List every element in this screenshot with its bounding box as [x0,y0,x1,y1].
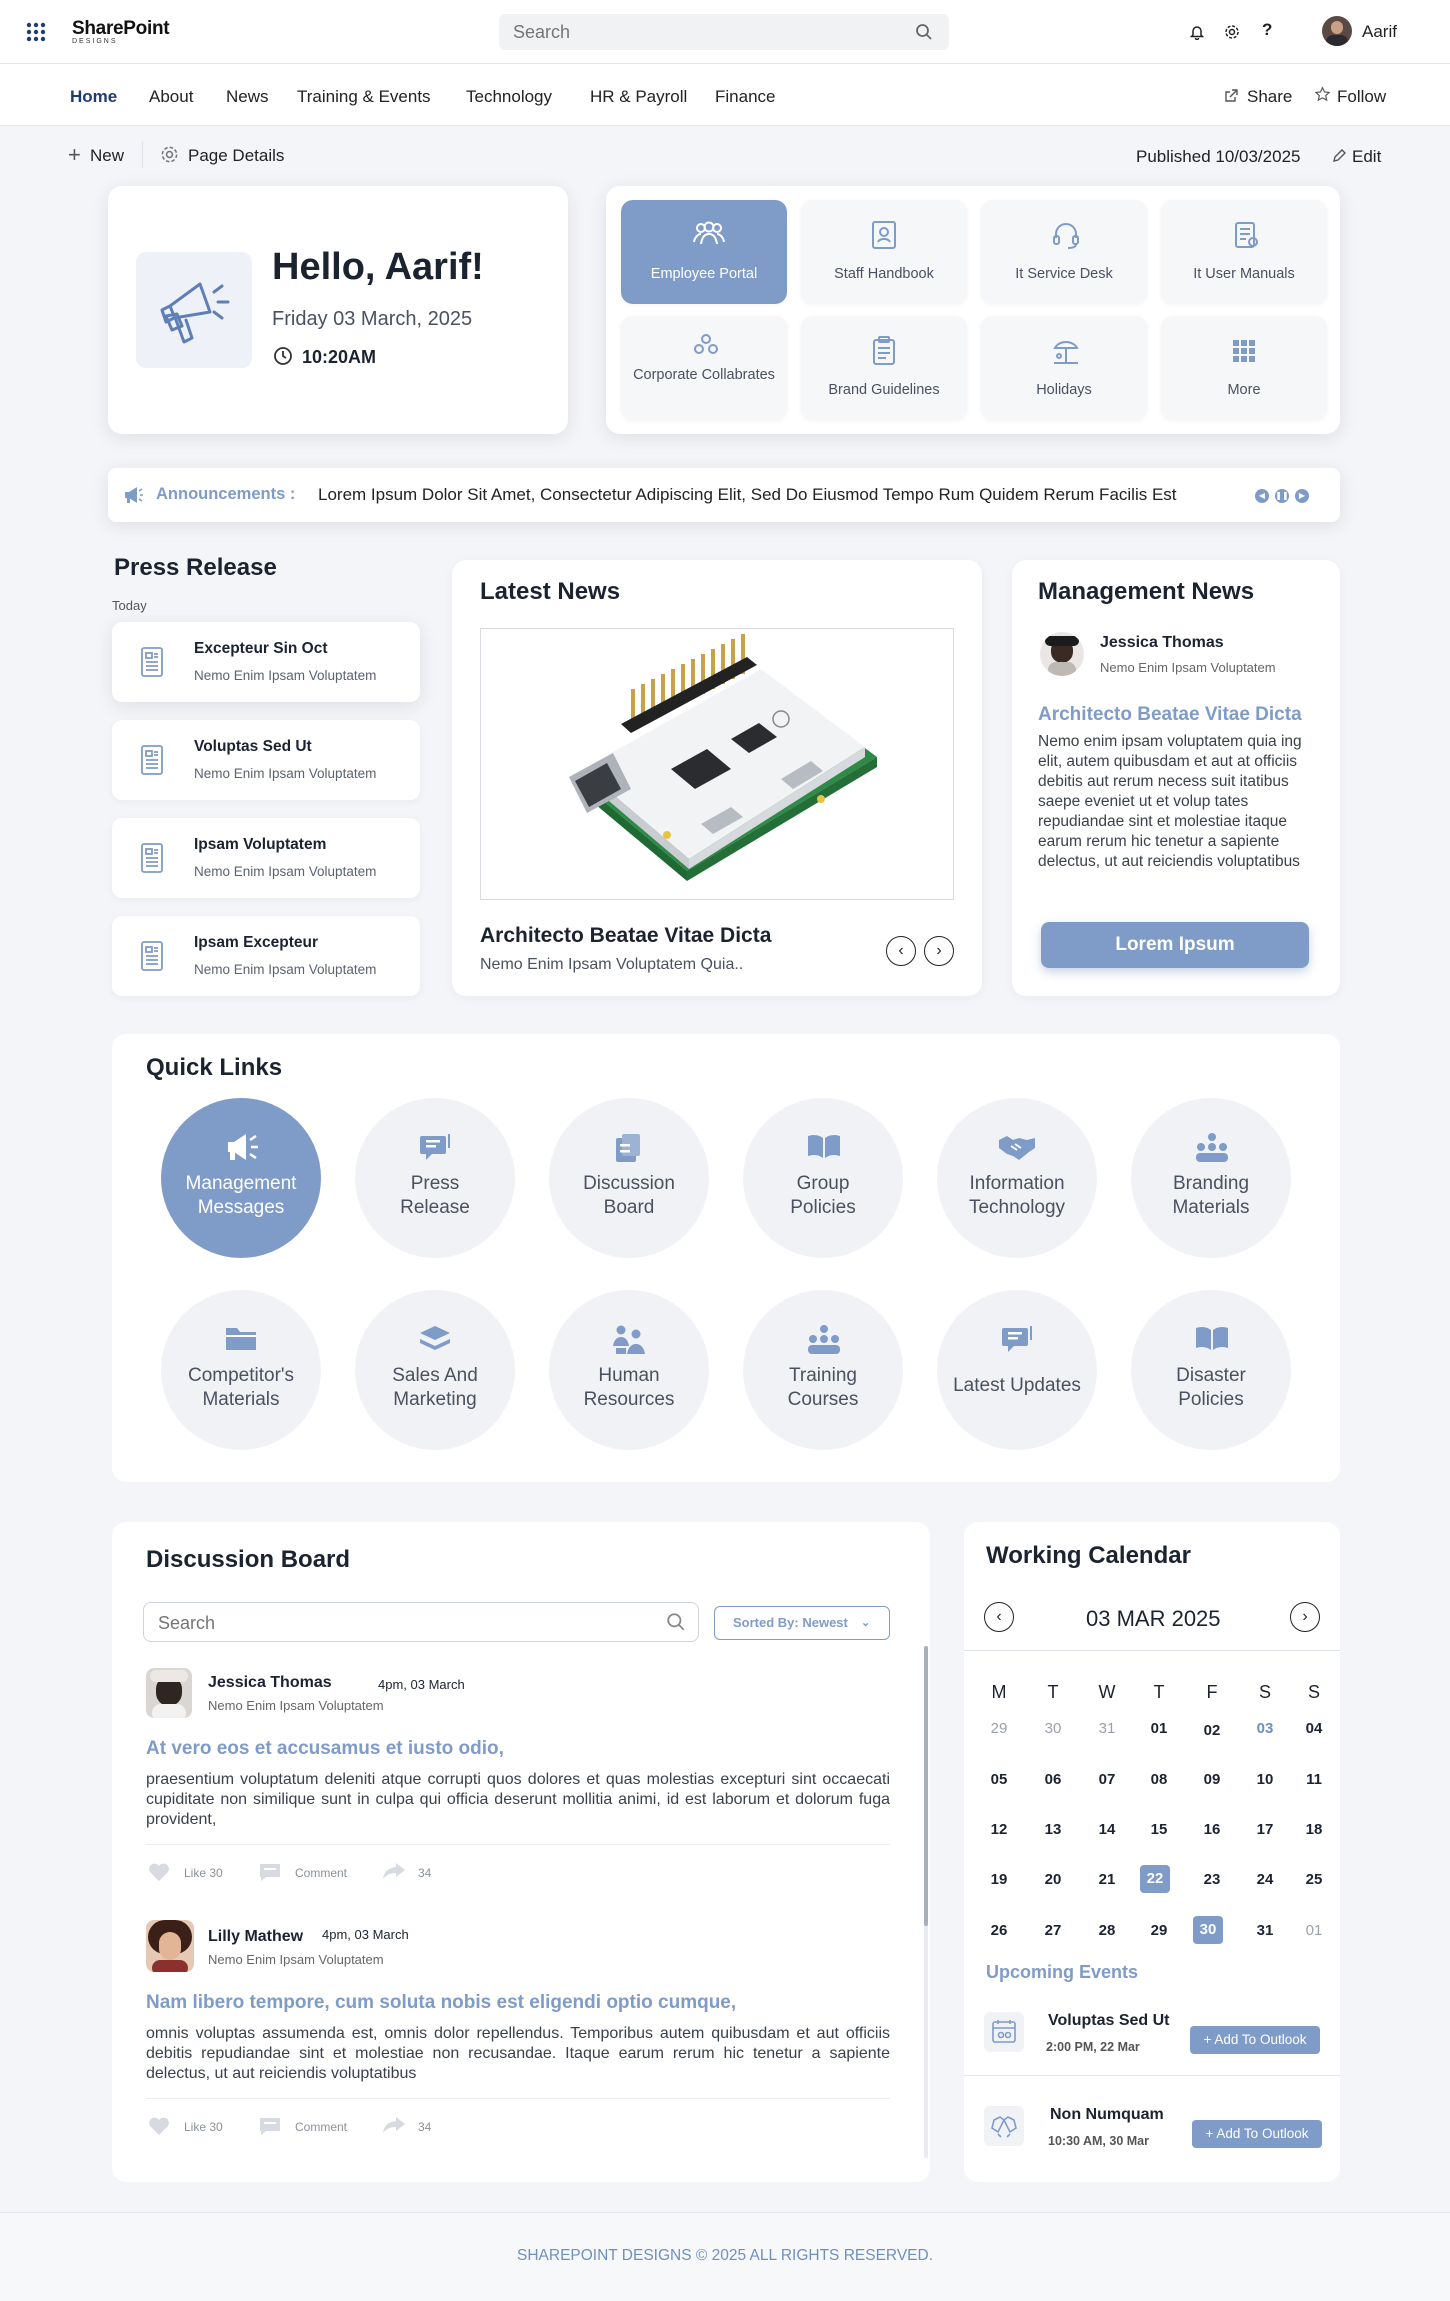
quick-link-label [1135,1172,1287,1220]
quick-link-label [747,1364,899,1412]
nav-item-hr-payroll[interactable]: HR & Payroll [590,87,688,106]
post-title[interactable]: At vero eos et accusamus et iusto odio, [146,1738,504,1759]
add-to-outlook-button[interactable]: + Add To Outlook [1192,2120,1322,2148]
event-time: 2:00 PM, 22 Mar [1046,2040,1140,2054]
divider [146,1844,890,1845]
gear-icon[interactable] [1224,24,1240,40]
handshake-icon [997,1132,1037,1160]
post-body: omnis voluptas assumenda est, omnis dolor repellendus. Temporibus autem quibusdam et aut officiis debitis repudiandae sint et molestiae non recusandae. Itaque earum rerum hic tenetur a sapiente delectus, ut aut reiciendis voluptatibus [146,2025,890,2082]
label-line-1: Management [185,1173,297,1194]
quick-link-competitors-materials[interactable] [161,1290,321,1450]
weekday-label: T [1153,1682,1165,1702]
event-icon [984,2012,1024,2052]
press-release-title: Press Release [114,554,277,581]
calendar-day[interactable]: 30 [1044,1720,1062,1737]
calendar-day[interactable]: 13 [1044,1821,1062,1838]
calendar-day[interactable]: 17 [1256,1821,1274,1838]
share-button[interactable]: Share [1247,87,1293,106]
divider [964,2075,1340,2076]
follow-button[interactable]: Follow [1337,87,1387,106]
label-line-2: Marketing [393,1389,477,1410]
calendar-day[interactable]: 14 [1098,1821,1116,1838]
greeting-date: Friday 03 March, 2025 [272,308,473,330]
quick-link-press-release[interactable] [355,1098,515,1258]
document-icon [138,646,166,678]
page-details-button[interactable]: Page Details [188,146,285,165]
clock-icon [273,346,293,366]
label-line-1: Training [789,1365,857,1386]
label-line-2: Board [603,1197,655,1218]
bell-icon[interactable] [1190,24,1204,40]
document-icon [138,842,166,874]
user-avatar[interactable] [1322,16,1352,46]
calendar-day[interactable]: 01 [1150,1720,1168,1737]
chat-icon [1000,1324,1034,1354]
quick-link-label [553,1364,705,1412]
search-icon[interactable] [666,1612,686,1632]
group-icon [806,1324,842,1356]
post-author[interactable]: Jessica Thomas [208,1674,332,1691]
like-button[interactable]: Like 30 [184,1866,223,1880]
calendar-month: 03 MAR 2025 [1086,1606,1221,1631]
press-release-item[interactable] [112,916,420,996]
sort-dropdown[interactable] [714,1606,890,1640]
quick-link-disaster-policies[interactable] [1131,1290,1291,1450]
calendar-day[interactable]: 08 [1150,1771,1168,1788]
quick-link-discussion-board[interactable] [549,1098,709,1258]
share-icon[interactable] [1224,88,1239,103]
tile-label: More [1227,382,1261,398]
label-line-1: Press [410,1173,460,1194]
calendar-day[interactable]: 24 [1256,1871,1274,1888]
item-sub: Nemo Enim Ipsam Voluptatem [194,864,377,879]
label-line-1: Group [796,1173,850,1194]
calendar-day[interactable]: 10 [1256,1771,1274,1788]
label-line-2: Messages [197,1197,285,1218]
quick-link-label [165,1172,317,1220]
quick-link-label [941,1172,1093,1220]
author-avatar [1040,632,1084,676]
nav-bar [0,64,1450,126]
greeting-time: 10:20AM [302,347,377,367]
nav-item-about[interactable]: About [149,87,194,106]
nav-item-home[interactable]: Home [70,87,118,106]
tile-it-service-desk[interactable] [981,200,1147,304]
item-title: Ipsam Excepteur [194,934,319,951]
calendar-day[interactable]: 23 [1203,1871,1221,1888]
label-line-2: Courses [787,1389,859,1410]
megaphone-icon [224,1132,260,1162]
collaborate-icon [691,332,721,358]
label-line-2: Materials [1172,1197,1250,1218]
calendar-day[interactable]: 28 [1098,1922,1116,1939]
event-title[interactable]: Voluptas Sed Ut [1048,2012,1170,2029]
quick-link-label [1135,1364,1287,1412]
post-avatar [146,1920,194,1972]
label-line-1: Human [598,1365,660,1386]
calendar-day[interactable]: 12 [990,1821,1008,1838]
new-button[interactable]: New [90,146,125,165]
calendar-day[interactable]: 25 [1305,1871,1323,1888]
scrollbar-track[interactable] [924,1646,928,2158]
management-news-card [1012,560,1340,996]
label-line-1: Discussion [583,1173,675,1194]
search-icon[interactable] [915,23,933,41]
quick-link-branding-materials[interactable] [1131,1098,1291,1258]
tile-label: Staff Handbook [834,266,934,282]
label-line-1: Sales And [392,1365,478,1386]
board-icon [612,1132,642,1164]
weekday-label: T [1047,1682,1059,1702]
document-icon [138,940,166,972]
clipboard-icon [871,336,897,366]
event-icon [984,2106,1024,2146]
tile-brand-guidelines[interactable] [801,316,967,420]
event-time: 10:30 AM, 30 Mar [1048,2134,1149,2148]
calendar-day[interactable]: 26 [990,1922,1008,1939]
tile-label: Employee Portal [650,266,758,282]
footer-text: SHAREPOINT DESIGNS © 2025 ALL RIGHTS RESERVED. [517,2247,933,2264]
comment-icon[interactable] [258,2116,282,2136]
press-release-item[interactable] [112,720,420,800]
headset-icon [1051,220,1081,250]
tile-label: It User Manuals [1193,266,1295,282]
post-time: 4pm, 03 March [322,1927,409,1942]
calendar-day[interactable]: 31 [1256,1922,1274,1939]
divider [146,2098,890,2099]
weekday-label: S [1258,1682,1271,1702]
calendar-day[interactable]: 03 [1256,1720,1274,1737]
share-count: 34 [418,2120,432,2134]
quick-link-label [747,1172,899,1220]
comment-button[interactable]: Comment [295,2120,348,2134]
announcement-label: Announcements : [156,485,296,503]
tile-label: It Service Desk [1015,266,1113,282]
tile-corporate-collabrates[interactable] [621,316,787,420]
megaphone-icon [136,252,252,368]
next-month-icon[interactable]: › [1290,1602,1320,1632]
greeting-title: Hello, Aarif! [272,246,484,288]
label-line-1: Branding [1172,1173,1250,1194]
tile-label-text: Corporate Collabrates [633,367,775,383]
working-calendar-card [964,1522,1340,2182]
tile-label [627,364,781,386]
footer [0,2212,1450,2301]
quick-link-latest-updates[interactable] [937,1290,1097,1450]
book-icon [1194,1324,1230,1352]
quick-link-management-messages[interactable] [161,1098,321,1258]
management-news-title: Management News [1038,578,1255,605]
discussion-board-card [112,1522,930,2182]
search-input[interactable] [513,22,893,42]
next-icon[interactable]: ▶ [1295,489,1309,503]
comment-icon[interactable] [258,1862,282,1882]
latest-news-title: Latest News [480,578,621,605]
comment-button[interactable]: Comment [295,1866,348,1880]
heart-icon[interactable] [148,2116,170,2136]
nav-item-news[interactable]: News [226,87,269,106]
circuit-board-image [481,629,955,901]
item-sub: Nemo Enim Ipsam Voluptatem [194,766,377,781]
handbook-icon [870,220,898,250]
grid-icon [1231,338,1257,364]
prev-month-icon[interactable]: ‹ [984,1602,1014,1632]
next-arrow-icon[interactable]: › [924,936,954,966]
weekday-label: M [991,1682,1007,1702]
discussion-search-box[interactable] [143,1602,699,1642]
pause-icon[interactable]: ❚❚ [1275,489,1289,503]
label-line-2: Materials [202,1389,280,1410]
command-bar [0,126,1450,186]
calendar-day[interactable]: 09 [1203,1771,1221,1788]
document-icon [138,744,166,776]
chat-icon [418,1132,452,1162]
people-icon [691,220,727,248]
calendar-day[interactable]: 06 [1044,1771,1062,1788]
calendar-day[interactable]: 15 [1150,1821,1168,1838]
news-headline[interactable]: Architecto Beatae Vitae Dicta [480,924,772,947]
quick-link-label: Latest Updates [953,1375,1081,1396]
pencil-icon[interactable] [1332,148,1347,163]
label-line-2: Release [400,1197,470,1218]
label-line-1: Disaster [1176,1365,1246,1386]
lorem-ipsum-button[interactable]: Lorem Ipsum [1041,922,1309,968]
upcoming-events-title: Upcoming Events [986,1962,1139,1982]
nav-item-technology[interactable]: Technology [466,87,553,106]
help-icon[interactable]: ? [1262,20,1273,39]
folder-icon [224,1324,258,1352]
calendar-day[interactable]: 16 [1203,1821,1221,1838]
item-title: Excepteur Sin Oct [194,640,328,657]
beach-icon [1051,336,1081,366]
press-release-item[interactable] [112,818,420,898]
top-bar [0,0,1450,64]
calendar-day[interactable]: 05 [990,1771,1008,1788]
announcement-bar [108,468,1340,522]
calendar-day[interactable]: 04 [1305,1720,1323,1737]
announcement-text: Lorem Ipsum Dolor Sit Amet, Consectetur Adipiscing Elit, Sed Do Eiusmod Tempo Rum Quidem Rerum Facilis Est [318,485,1177,504]
post-time: 4pm, 03 March [378,1677,465,1692]
edit-button[interactable]: Edit [1352,147,1382,166]
app-launcher-icon[interactable] [26,22,46,42]
sort-label: Sorted By: Newest [733,1615,848,1630]
tile-it-user-manuals[interactable] [1161,200,1327,304]
divider [142,142,143,168]
calendar-day[interactable]: 21 [1098,1871,1116,1888]
brand-name: SharePoint [72,18,170,39]
tile-more[interactable] [1161,316,1327,420]
calendar-day[interactable]: 29 [1150,1922,1168,1939]
quick-link-human-resources[interactable] [549,1290,709,1450]
heart-icon[interactable] [148,1862,170,1882]
brand-sub: DESIGNS [72,38,118,45]
quick-links-title: Quick Links [146,1054,283,1081]
nav-item-finance[interactable]: Finance [715,87,776,106]
calendar-day[interactable]: 19 [990,1871,1008,1888]
management-body: Nemo enim ipsam voluptatem quia ing elit, autem quibusdam et aut at officiis debitis aut rerum necess suit itatibus saepe eveniet ut et volup tates repudiandae sint et molestiae itaque earum rerum hic tenetur a sapiente delectus, ut aut reiciendis voluptatibus [1038,733,1302,870]
weekday-label: F [1206,1682,1218,1702]
post-sub: Nemo Enim Ipsam Voluptatem [208,1698,384,1713]
label-line-2: Policies [790,1197,856,1218]
prev-icon[interactable]: ◀ [1255,489,1269,503]
greeting-card [108,186,568,434]
post-title[interactable]: Nam libero tempore, cum soluta nobis est eligendi optio cumque, [146,1992,737,2013]
share-count: 34 [418,1866,432,1880]
label-line-2: Resources [583,1389,675,1410]
post-avatar [146,1668,192,1718]
post-author[interactable]: Lilly Mathew [208,1928,304,1945]
quick-link-label [553,1172,705,1220]
prev-arrow-icon[interactable]: ‹ [886,936,916,966]
weekday-label: S [1307,1682,1320,1702]
calendar-day[interactable]: 01 [1305,1922,1323,1939]
calendar-title: Working Calendar [986,1542,1191,1569]
settings-icon[interactable] [160,145,179,164]
news-image[interactable] [480,628,954,900]
weekday-label: W [1098,1682,1116,1702]
press-release-item[interactable] [112,622,420,702]
calendar-day[interactable]: 18 [1305,1821,1323,1838]
post-body: praesentium voluptatum deleniti atque corrupti quos dolores et quas molestias excepturi sint occaecati cupiditate non similique sunt in culpa qui officia deserunt mollitia animi, id est laborum et dolorum fuga provident, [146,1771,890,1828]
latest-news-card [452,560,982,996]
tile-label: Brand Guidelines [828,382,940,398]
post-sub: Nemo Enim Ipsam Voluptatem [208,1952,384,1967]
calendar-day[interactable]: 31 [1098,1720,1116,1737]
discussion-search-input[interactable] [158,1613,638,1633]
item-title: Ipsam Voluptatem [194,836,327,853]
calendar-day-event[interactable]: 22 [1140,1865,1170,1893]
news-sub: Nemo Enim Ipsam Voluptatem Quia.. [480,956,744,973]
quick-link-label [165,1364,317,1412]
star-icon[interactable] [1314,86,1331,103]
author-sub: Nemo Enim Ipsam Voluptatem [1100,660,1276,675]
share-arrow-icon[interactable] [382,1862,406,1880]
calendar-day-event[interactable]: 30 [1193,1916,1223,1944]
discussion-title: Discussion Board [146,1546,351,1573]
published-date: Published 10/03/2025 [1136,147,1301,166]
scrollbar-thumb[interactable] [924,1646,928,1926]
item-title: Voluptas Sed Ut [194,738,312,755]
item-sub: Nemo Enim Ipsam Voluptatem [194,962,377,977]
layers-icon [418,1324,452,1354]
quick-link-training-courses[interactable] [743,1290,903,1450]
search-box[interactable] [499,14,949,50]
label-line-2: Technology [968,1197,1066,1218]
quick-link-group-policies[interactable] [743,1098,903,1258]
team-icon [1194,1132,1230,1164]
user-name[interactable]: Aarif [1362,22,1397,41]
like-button[interactable]: Like 30 [184,2120,223,2134]
management-headline[interactable]: Architecto Beatae Vitae Dicta [1038,704,1302,725]
calendar-day[interactable]: 07 [1098,1771,1116,1788]
quick-link-sales-and-marketing[interactable] [355,1290,515,1450]
label-line-2: Policies [1178,1389,1244,1410]
author-name: Jessica Thomas [1100,634,1224,651]
announcement-icon [122,485,144,505]
book-icon [806,1132,842,1160]
tile-label: Holidays [1036,382,1092,398]
add-to-outlook-button[interactable]: + Add To Outlook [1190,2026,1320,2054]
tile-staff-handbook[interactable] [801,200,967,304]
tile-holidays[interactable] [981,316,1147,420]
plus-icon[interactable]: + [68,142,81,167]
event-title[interactable]: Non Numquam [1050,2106,1164,2123]
brand-logo[interactable] [72,18,169,45]
divider [964,1650,1340,1651]
manual-icon [1231,220,1261,250]
press-release-subtitle: Today [112,598,147,613]
label-line-1: Information [969,1173,1065,1194]
item-sub: Nemo Enim Ipsam Voluptatem [194,668,377,683]
tile-employee-portal[interactable] [621,200,787,304]
calendar-day[interactable]: 29 [990,1720,1008,1737]
calendar-day[interactable]: 20 [1044,1871,1062,1888]
quick-link-label [359,1364,511,1412]
chevron-down-icon: ⌄ [861,1617,871,1629]
hr-icon [612,1324,646,1356]
nav-item-training-events[interactable]: Training & Events [297,87,431,106]
calendar-day[interactable]: 02 [1203,1722,1221,1739]
quick-link-information-technology[interactable] [937,1098,1097,1258]
calendar-day[interactable]: 11 [1306,1771,1322,1788]
label-line-1: Competitor's [187,1365,295,1386]
share-arrow-icon[interactable] [382,2116,406,2134]
quick-link-label [359,1172,511,1220]
calendar-day[interactable]: 27 [1044,1922,1062,1939]
